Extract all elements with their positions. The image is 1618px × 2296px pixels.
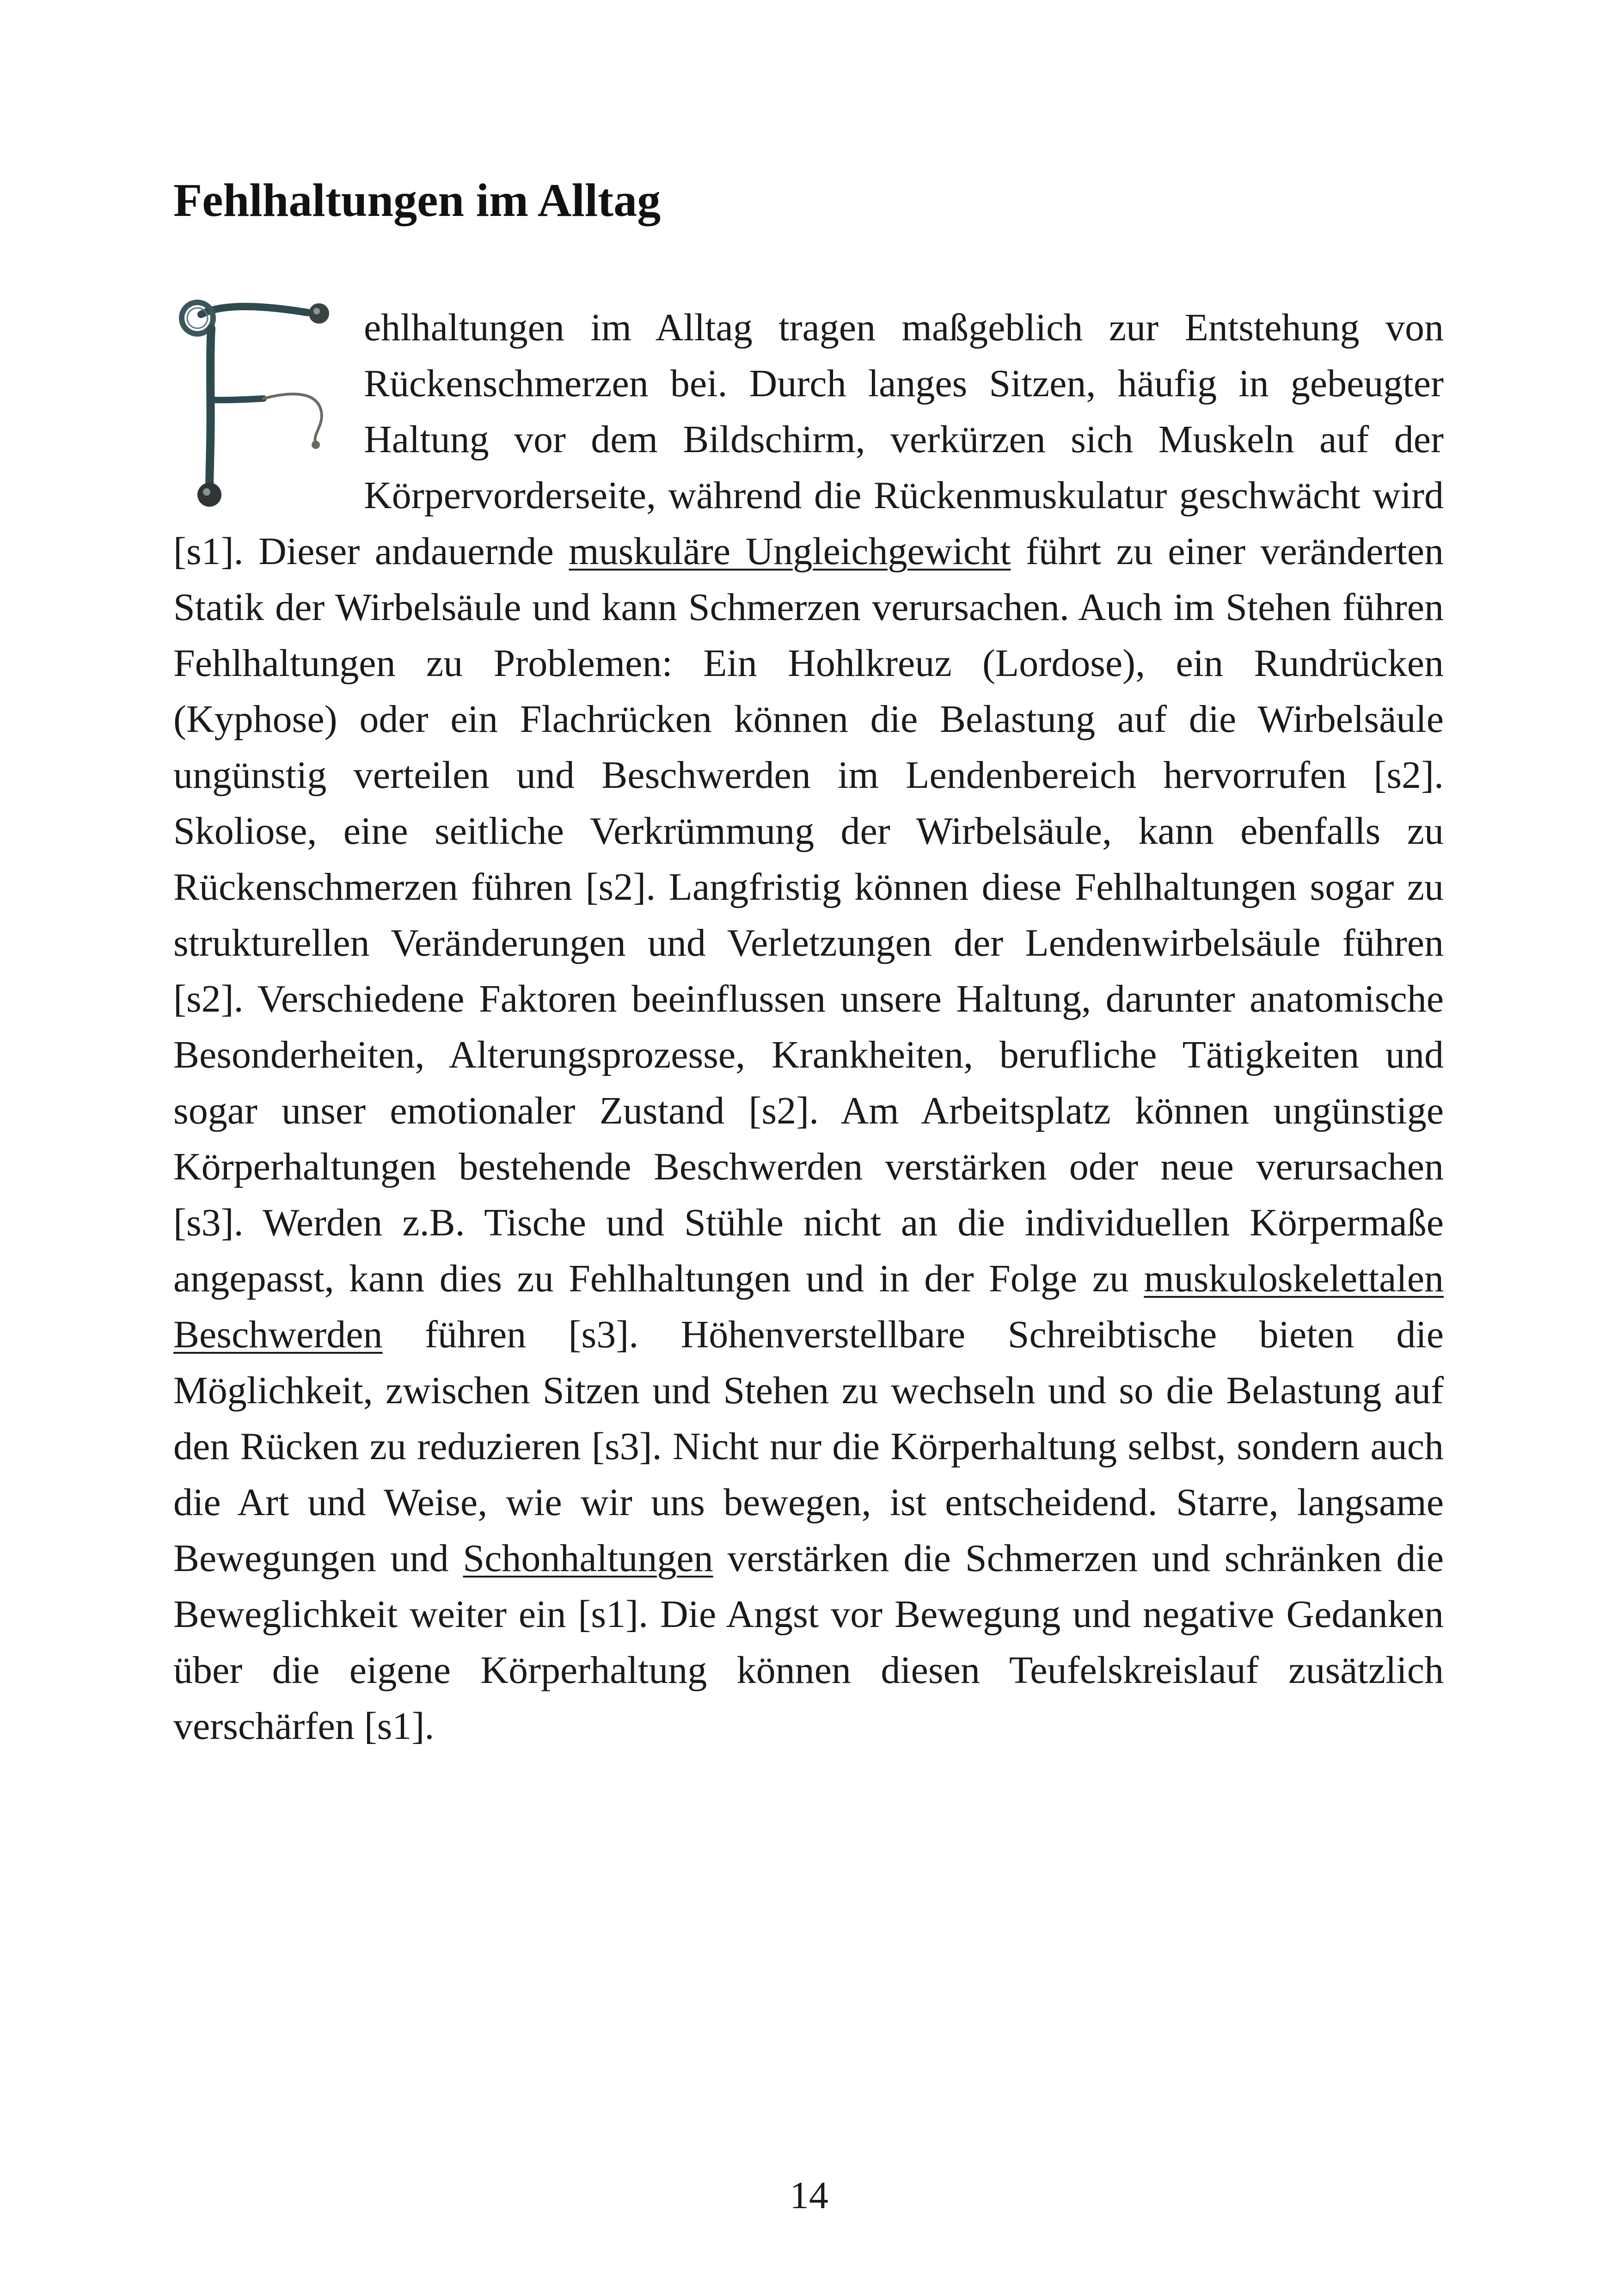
paragraph-text: führt zu einer veränderten Statik der Wirbelsäule und kann Schmerzen verursachen. Auch im Stehen führen Fehlhaltungen zu Problemen: Ein Hohlkreuz (Lordose), ein Rundrücken (Kyphose) oder ein Flachrücken können die Belastung auf die Wirbelsäule ungünstig verteilen und Beschwerden im Lendenbereich hervorrufen [s2]. Skoliose, eine seitliche Verkrümmung der Wirbelsäule, kann ebenfalls zu Rückenschmerzen führen [s2]. Langfristig können diese Fehlhaltungen sogar zu strukturellen Veränderungen und Verletzungen der Lendenwirbelsäule führen [s2]. Verschiedene Faktoren beeinflussen unsere Haltung, darunter anatomische Besonderheiten, Alterungsprozesse, Krankheiten, berufliche Tätigkeiten und sogar unser emotionaler Zustand [s2]. Am Arbeitsplatz können ungünstige Körperhaltungen bestehende Beschwerden verstärken oder neue verursachen [s3]. Werden z.B. Tische und Stühle nicht an die individuellen Körpermaße angepasst, kann dies zu Fehlhaltungen und in der Folge zu [173, 530, 1444, 1300]
page-heading: Fehlhaltungen im Alltag [173, 174, 661, 227]
link-muskulaere-ungleichgewicht[interactable]: muskuläre Ungleichgewicht [569, 530, 1011, 573]
main-paragraph [173, 300, 1444, 1754]
link-muskuloskelettale-beschwerden[interactable]: muskuloskelettalen Beschwerden [173, 1257, 1444, 1356]
paragraph-text: führen [s3]. Höhenverstellbare Schreibtische bieten die Möglichkeit, zwischen Sitzen und Stehen zu wechseln und so die Belastung auf den Rücken zu reduzieren [s3]. Nicht nur die Körperhaltung selbst, sondern auch die Art und Weise, wie wir uns bewegen, ist entscheidend. Starre, langsame Bewegungen und [173, 1313, 1444, 1580]
link-schonhaltungen[interactable]: Schonhaltungen [463, 1537, 713, 1580]
dropcap-spacer [173, 300, 364, 516]
paragraph-text: ehlhaltungen im Alltag tragen maßgeblich zur Entstehung von Rückenschmerzen bei. Durch langes Sitzen, häufig in gebeugter Haltung vor dem Bildschirm, verkürzen sich Muskeln auf der Körpervorderseite, während die Rückenmuskulatur geschwächt wird [s1]. Dieser andauernde [173, 306, 1444, 573]
paragraph-text: verstärken die Schmerzen und schränken die Beweglichkeit weiter ein [s1]. Die Angst vor Bewegung und negative Gedanken über die eigene Körperhaltung können diesen Teufelskreislauf zusätzlich verschärfen [s1]. [173, 1537, 1444, 1748]
page-number: 14 [790, 2174, 828, 2217]
